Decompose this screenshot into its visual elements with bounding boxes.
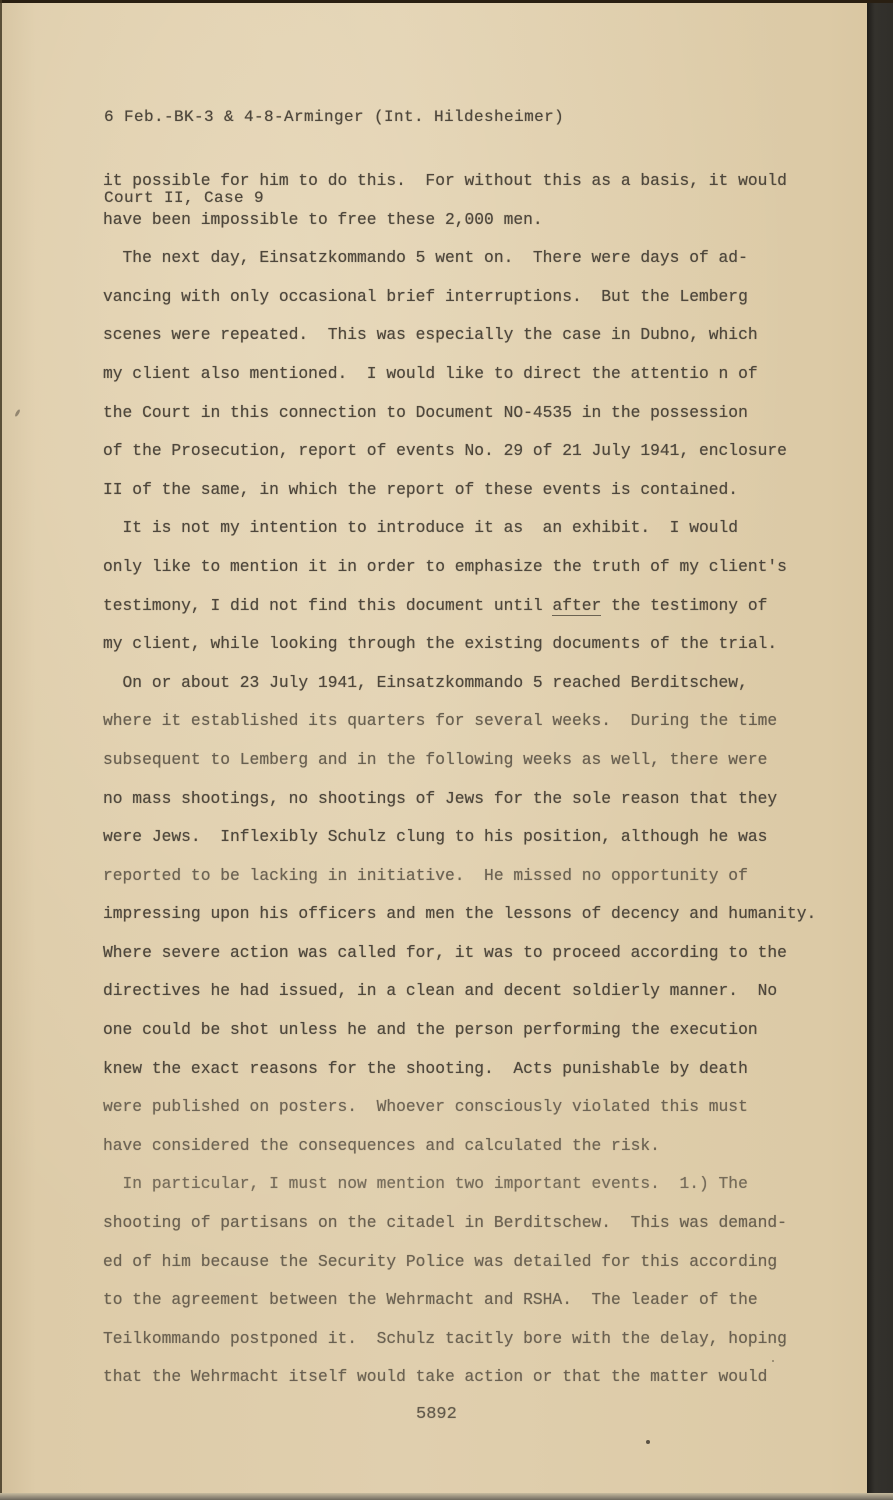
text-line: In particular, I must now mention two important events. 1.) The [103, 1174, 748, 1194]
header-line-2: Court II, Case 9 [104, 189, 265, 207]
text-line: were published on posters. Whoever consciously violated this must [103, 1097, 748, 1117]
text-line: impressing upon his officers and men the lessons of decency and humanity. [103, 904, 817, 924]
text-line: one could be shot unless he and the person performing the execution [103, 1020, 758, 1040]
paper-speck [14, 409, 21, 417]
text-line: where it established its quarters for several weeks. During the time [103, 711, 778, 731]
text-line: II of the same, in which the report of these events is contained. [103, 479, 739, 499]
scan-edge-bottom [0, 1493, 893, 1500]
header-line-1: 6 Feb.-BK-3 & 4-8-Arminger (Int. Hildesheimer) [104, 108, 565, 126]
text-line: only like to mention it in order to emphasize the truth of my client's [103, 556, 787, 576]
text-line: my client, while looking through the existing documents of the trial. [103, 634, 778, 654]
body-text [103, 162, 816, 1397]
text-line: no mass shootings, no shootings of Jews for the sole reason that they [103, 788, 778, 808]
text-line: On or about 23 July 1941, Einsatzkommando 5 reached Berditschew, [103, 672, 748, 692]
text-line: Teilkommando postponed it. Schulz tacitly bore with the delay, hoping [103, 1328, 787, 1348]
text-segment: the testimony of [601, 595, 768, 615]
text-line: knew the exact reasons for the shooting. Acts punishable by death [103, 1058, 748, 1078]
text-line: have been impossible to free these 2,000 men. [103, 209, 543, 229]
text-line [103, 587, 816, 626]
paragraph [103, 509, 816, 663]
paragraph [103, 162, 816, 239]
paper-speck [646, 1440, 650, 1444]
text-line: my client also mentioned. I would like to direct the attentio n of [103, 363, 758, 383]
text-line: vancing with only occasional brief interruptions. But the Lemberg [103, 286, 748, 306]
text-line: reported to be lacking in initiative. He missed no opportunity of [103, 865, 748, 885]
paragraph [103, 1165, 816, 1397]
text-line: scenes were repeated. This was especially the case in Dubno, which [103, 325, 758, 345]
text-line: to the agreement between the Wehrmacht and RSHA. The leader of the [103, 1290, 758, 1310]
text-line: The next day, Einsatzkommando 5 went on. There were days of ad- [103, 248, 748, 268]
scan-edge-right [867, 0, 893, 1500]
paragraph [103, 239, 816, 509]
text-line: It is not my intention to introduce it as an exhibit. I would [103, 518, 739, 538]
text-line: ed of him because the Security Police was detailed for this according [103, 1251, 778, 1271]
text-segment: testimony, I did not find this document until [103, 595, 553, 615]
text-line: Where severe action was called for, it was to proceed according to the [103, 942, 787, 962]
scan-edge-top [0, 0, 893, 3]
paragraph [103, 664, 816, 1166]
page-number: 5892 [416, 1405, 457, 1424]
text-line: subsequent to Lemberg and in the following weeks as well, there were [103, 749, 768, 769]
text-line: that the Wehrmacht itself would take action or that the matter would [103, 1367, 768, 1387]
text-line: directives he had issued, in a clean and decent soldierly manner. No [103, 981, 778, 1001]
underlined-word: after [552, 595, 602, 615]
text-line: were Jews. Inflexibly Schulz clung to his position, although he was [103, 827, 768, 847]
text-line: of the Prosecution, report of events No. 29 of 21 July 1941, enclosure [103, 441, 787, 461]
text-line: the Court in this connection to Document NO-4535 in the possession [103, 402, 748, 422]
text-line: it possible for him to do this. For without this as a basis, it would [103, 171, 787, 190]
text-line: shooting of partisans on the citadel in Berditschew. This was demand- [103, 1213, 787, 1233]
scan-edge-left [0, 0, 2, 1500]
text-line: have considered the consequences and calculated the risk. [103, 1135, 660, 1155]
